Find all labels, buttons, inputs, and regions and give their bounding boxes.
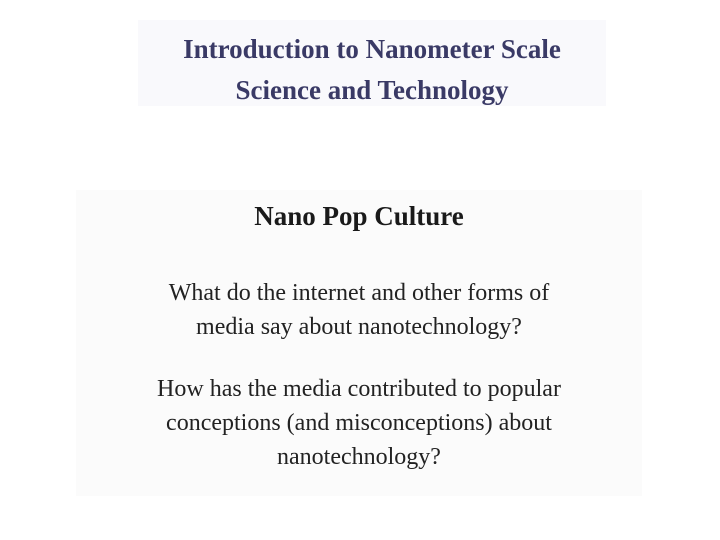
course-title-line-2: Science and Technology: [235, 75, 509, 105]
course-title-line-1: Introduction to Nanometer Scale: [183, 34, 561, 64]
question-1-line-1: What do the internet and other forms of: [168, 280, 550, 306]
slide-title: Nano Pop Culture: [254, 201, 464, 231]
course-header: [138, 20, 606, 106]
slide-content: [76, 190, 642, 496]
question-2-line-3: nanotechnology?: [277, 444, 441, 470]
question-2-line-2: conceptions (and misconceptions) about: [166, 410, 552, 436]
question-2-line-1: How has the media contributed to popular: [157, 376, 561, 402]
question-1-line-2: media say about nanotechnology?: [196, 314, 522, 340]
